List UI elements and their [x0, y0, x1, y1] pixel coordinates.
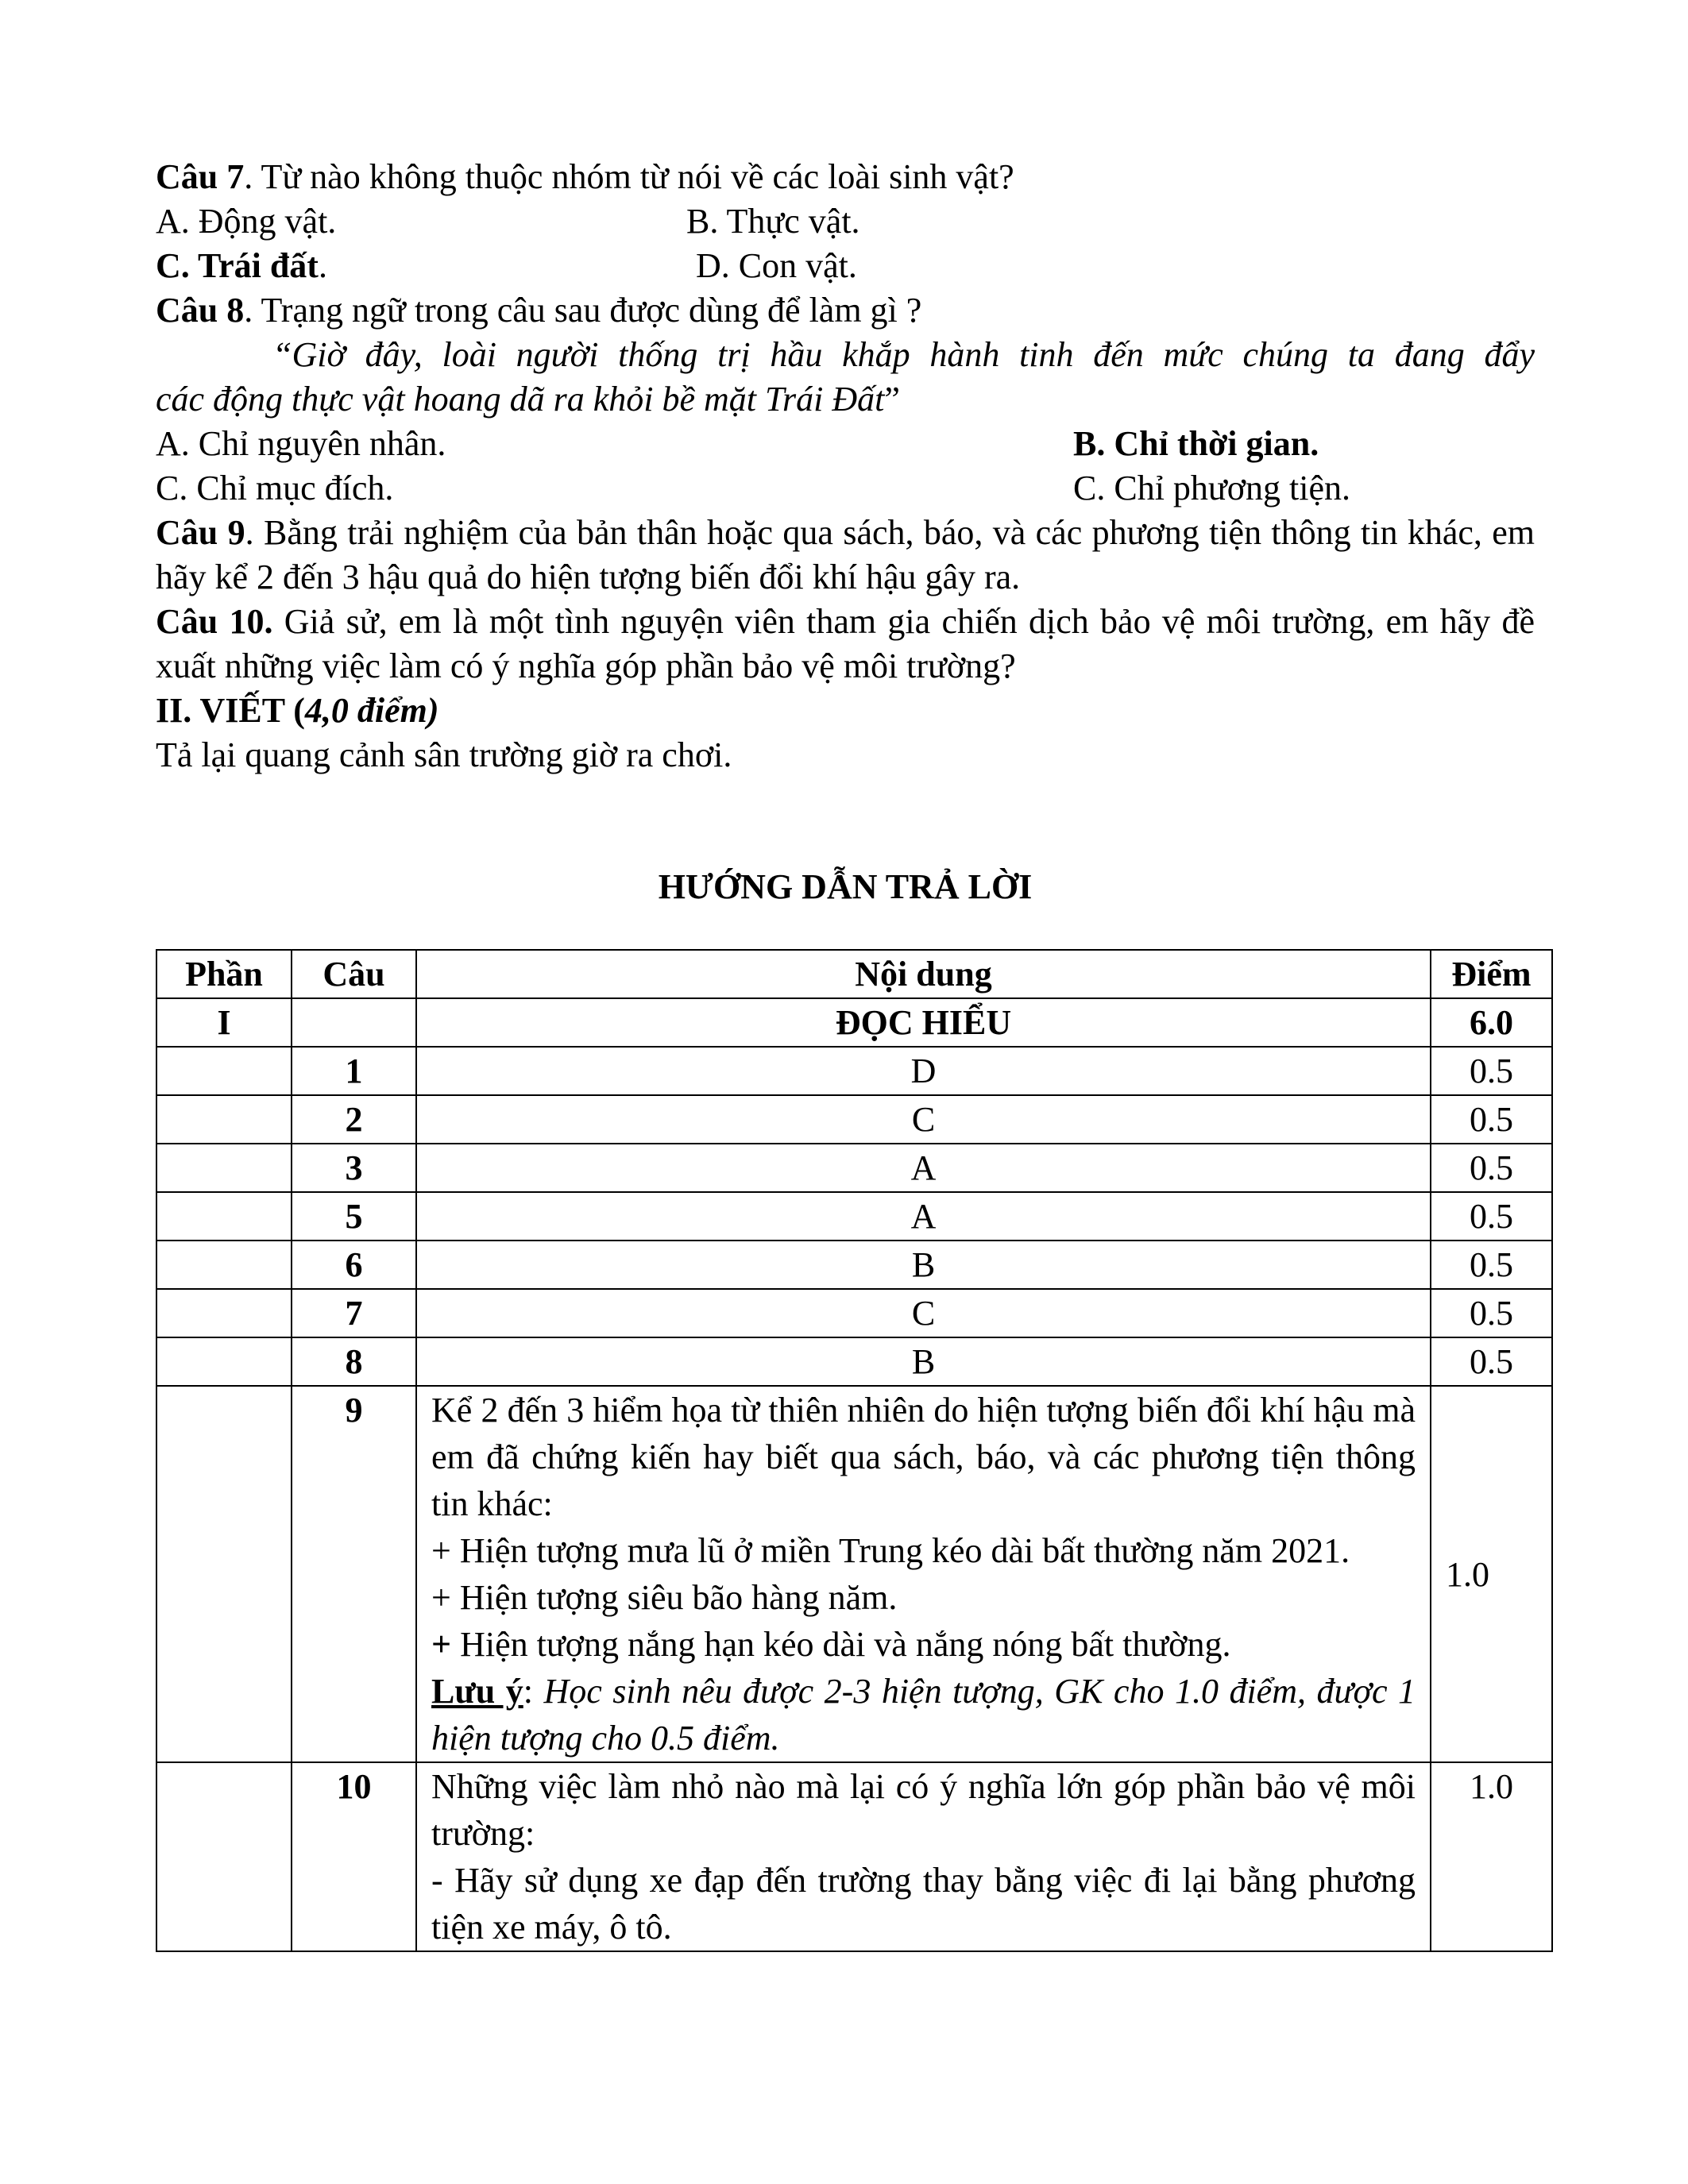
part-cell	[156, 1337, 292, 1386]
header-part: Phần	[156, 950, 292, 998]
writing-label: II. VIẾT (	[156, 691, 305, 730]
question-7-option-a: A. Động vật.	[156, 202, 337, 241]
exam-page	[156, 155, 1535, 909]
question-number: 7	[292, 1289, 416, 1337]
section-question-empty	[292, 998, 416, 1047]
writing-prompt: Tả lại quang cảnh sân trường giờ ra chơi.	[156, 735, 732, 774]
question-8-quote-line-2	[156, 377, 1535, 422]
note-text: Học sinh nêu được 2-3 hiện tượng, GK cho 1.0 điểm, được 1 hiện tượng cho 0.5 điểm.	[431, 1672, 1416, 1758]
answer: C	[416, 1095, 1431, 1144]
question-8-label: Câu 8	[156, 291, 245, 330]
question-9	[156, 511, 1535, 600]
question-8-option-d: C. Chỉ phương tiện.	[1073, 469, 1351, 507]
writing-section-title	[156, 689, 1535, 733]
part-cell	[156, 1144, 292, 1192]
table-row	[156, 1095, 1552, 1144]
question-7-options-cd	[156, 244, 1535, 288]
header-content: Nội dung	[416, 950, 1431, 998]
answer: B	[416, 1337, 1431, 1386]
score: 1.0	[1431, 1762, 1552, 1951]
answer-content-10	[416, 1762, 1431, 1951]
question-number: 6	[292, 1241, 416, 1289]
answer: C	[416, 1289, 1431, 1337]
question-10-label: Câu 10.	[156, 602, 273, 641]
answer-9-point-2: + Hiện tượng siêu bão hàng năm.	[431, 1578, 898, 1617]
answer-10-point-1: - Hãy sử dụng xe đạp đến trường thay bằng việc đi lại bằng phương tiện xe máy, ô tô.	[431, 1861, 1416, 1947]
score: 1.0	[1431, 1386, 1552, 1762]
question-number: 10	[292, 1762, 416, 1951]
table-row	[156, 1144, 1552, 1192]
table-header-row	[156, 950, 1552, 998]
table-row	[156, 1337, 1552, 1386]
score: 0.5	[1431, 1095, 1552, 1144]
part-cell	[156, 1386, 292, 1762]
question-10-text: Giả sử, em là một tình nguyện viên tham gia chiến dịch bảo vệ môi trường, em hãy đề xuất những việc làm có ý nghĩa góp phần bảo vệ môi trường?	[156, 602, 1535, 685]
question-8-option-b: B. Chỉ thời gian.	[1073, 424, 1319, 463]
part-cell	[156, 1095, 292, 1144]
score: 0.5	[1431, 1337, 1552, 1386]
section-score: 6.0	[1431, 998, 1552, 1047]
question-10	[156, 600, 1535, 689]
part-cell	[156, 1289, 292, 1337]
score: 0.5	[1431, 1289, 1552, 1337]
question-8-quote-line-1: “Giờ đây, loài người thống trị hầu khắp hành tinh đến mức chúng ta đang đẩy	[272, 335, 1535, 374]
answer-9-intro: Kể 2 đến 3 hiểm họa từ thiên nhiên do hiện tượng biến đổi khí hậu mà em đã chứng kiến hay biết qua sách, báo, và các phương tiện thông tin khác:	[431, 1391, 1416, 1523]
answer-10-intro: Những việc làm nhỏ nào mà lại có ý nghĩa lớn góp phần bảo vệ môi trường:	[431, 1767, 1416, 1853]
answer-9-point-3	[431, 1621, 1416, 1668]
question-8-options-cd	[156, 466, 1535, 511]
answer-9-note	[431, 1668, 1416, 1761]
section-content: ĐỌC HIỂU	[416, 998, 1431, 1047]
score: 0.5	[1431, 1144, 1552, 1192]
question-number: 5	[292, 1192, 416, 1241]
question-9-text: . Bằng trải nghiệm của bản thân hoặc qua sách, báo, và các phương tiện thông tin khác, em hãy kể 2 đến 3 hậu quả do hiện tượng biến đổi khí hậu gây ra.	[156, 513, 1535, 596]
answer: B	[416, 1241, 1431, 1289]
answer-guide-heading: HƯỚNG DẪN TRẢ LỜI	[658, 867, 1033, 906]
part-cell	[156, 1047, 292, 1095]
question-8-quote-text: các động thực vật hoang dã ra khỏi bề mặt Trái Đất	[156, 380, 885, 419]
question-7	[156, 155, 1535, 199]
question-7-option-d: D. Con vật.	[696, 246, 857, 285]
question-8-options-ab	[156, 422, 1535, 466]
question-7-text: . Từ nào không thuộc nhóm từ nói về các loài sinh vật?	[244, 157, 1014, 196]
answer: A	[416, 1144, 1431, 1192]
table-row-question-10	[156, 1762, 1552, 1951]
part-cell	[156, 1241, 292, 1289]
question-number: 3	[292, 1144, 416, 1192]
part-cell	[156, 1192, 292, 1241]
question-8-option-c: C. Chỉ mục đích.	[156, 469, 394, 507]
question-7-label: Câu 7	[156, 157, 245, 196]
question-7-option-c: C. Trái đất	[156, 246, 319, 285]
part-cell	[156, 1762, 292, 1951]
answer-9-point-3-text: Hiện tượng nắng hạn kéo dài và nắng nóng bất thường.	[451, 1625, 1231, 1664]
table-row	[156, 1047, 1552, 1095]
table-row	[156, 1241, 1552, 1289]
question-number: 8	[292, 1337, 416, 1386]
score: 0.5	[1431, 1192, 1552, 1241]
question-9-label: Câu 9	[156, 513, 245, 552]
question-number: 9	[292, 1386, 416, 1762]
question-7-option-b: B. Thực vật.	[686, 202, 860, 241]
question-number: 2	[292, 1095, 416, 1144]
section-row	[156, 998, 1552, 1047]
question-8-text: . Trạng ngữ trong câu sau được dùng để làm gì ?	[244, 291, 922, 330]
question-number: 1	[292, 1047, 416, 1095]
note-label: Lưu ý	[431, 1672, 523, 1711]
table-row	[156, 1289, 1552, 1337]
table-row-question-9	[156, 1386, 1552, 1762]
question-7-option-c-dot: .	[318, 246, 327, 285]
question-8-option-a: A. Chỉ nguyên nhân.	[156, 424, 446, 463]
section-part: I	[156, 998, 292, 1047]
score: 0.5	[1431, 1047, 1552, 1095]
answer-content-9	[416, 1386, 1431, 1762]
answer-table	[156, 949, 1553, 1952]
note-colon: :	[523, 1672, 544, 1711]
header-question: Câu	[292, 950, 416, 998]
answer-9-point-1: + Hiện tượng mưa lũ ở miền Trung kéo dài bất thường năm 2021.	[431, 1531, 1350, 1570]
question-8-quote-close: ”	[884, 380, 900, 419]
score: 0.5	[1431, 1241, 1552, 1289]
answer: D	[416, 1047, 1431, 1095]
answer-9-point-3-mark: +	[431, 1625, 452, 1664]
question-7-options-ab	[156, 199, 1535, 244]
answer: A	[416, 1192, 1431, 1241]
table-row	[156, 1192, 1552, 1241]
header-score: Điểm	[1431, 950, 1552, 998]
question-8	[156, 288, 1535, 333]
writing-points: 4,0 điểm)	[304, 691, 439, 730]
